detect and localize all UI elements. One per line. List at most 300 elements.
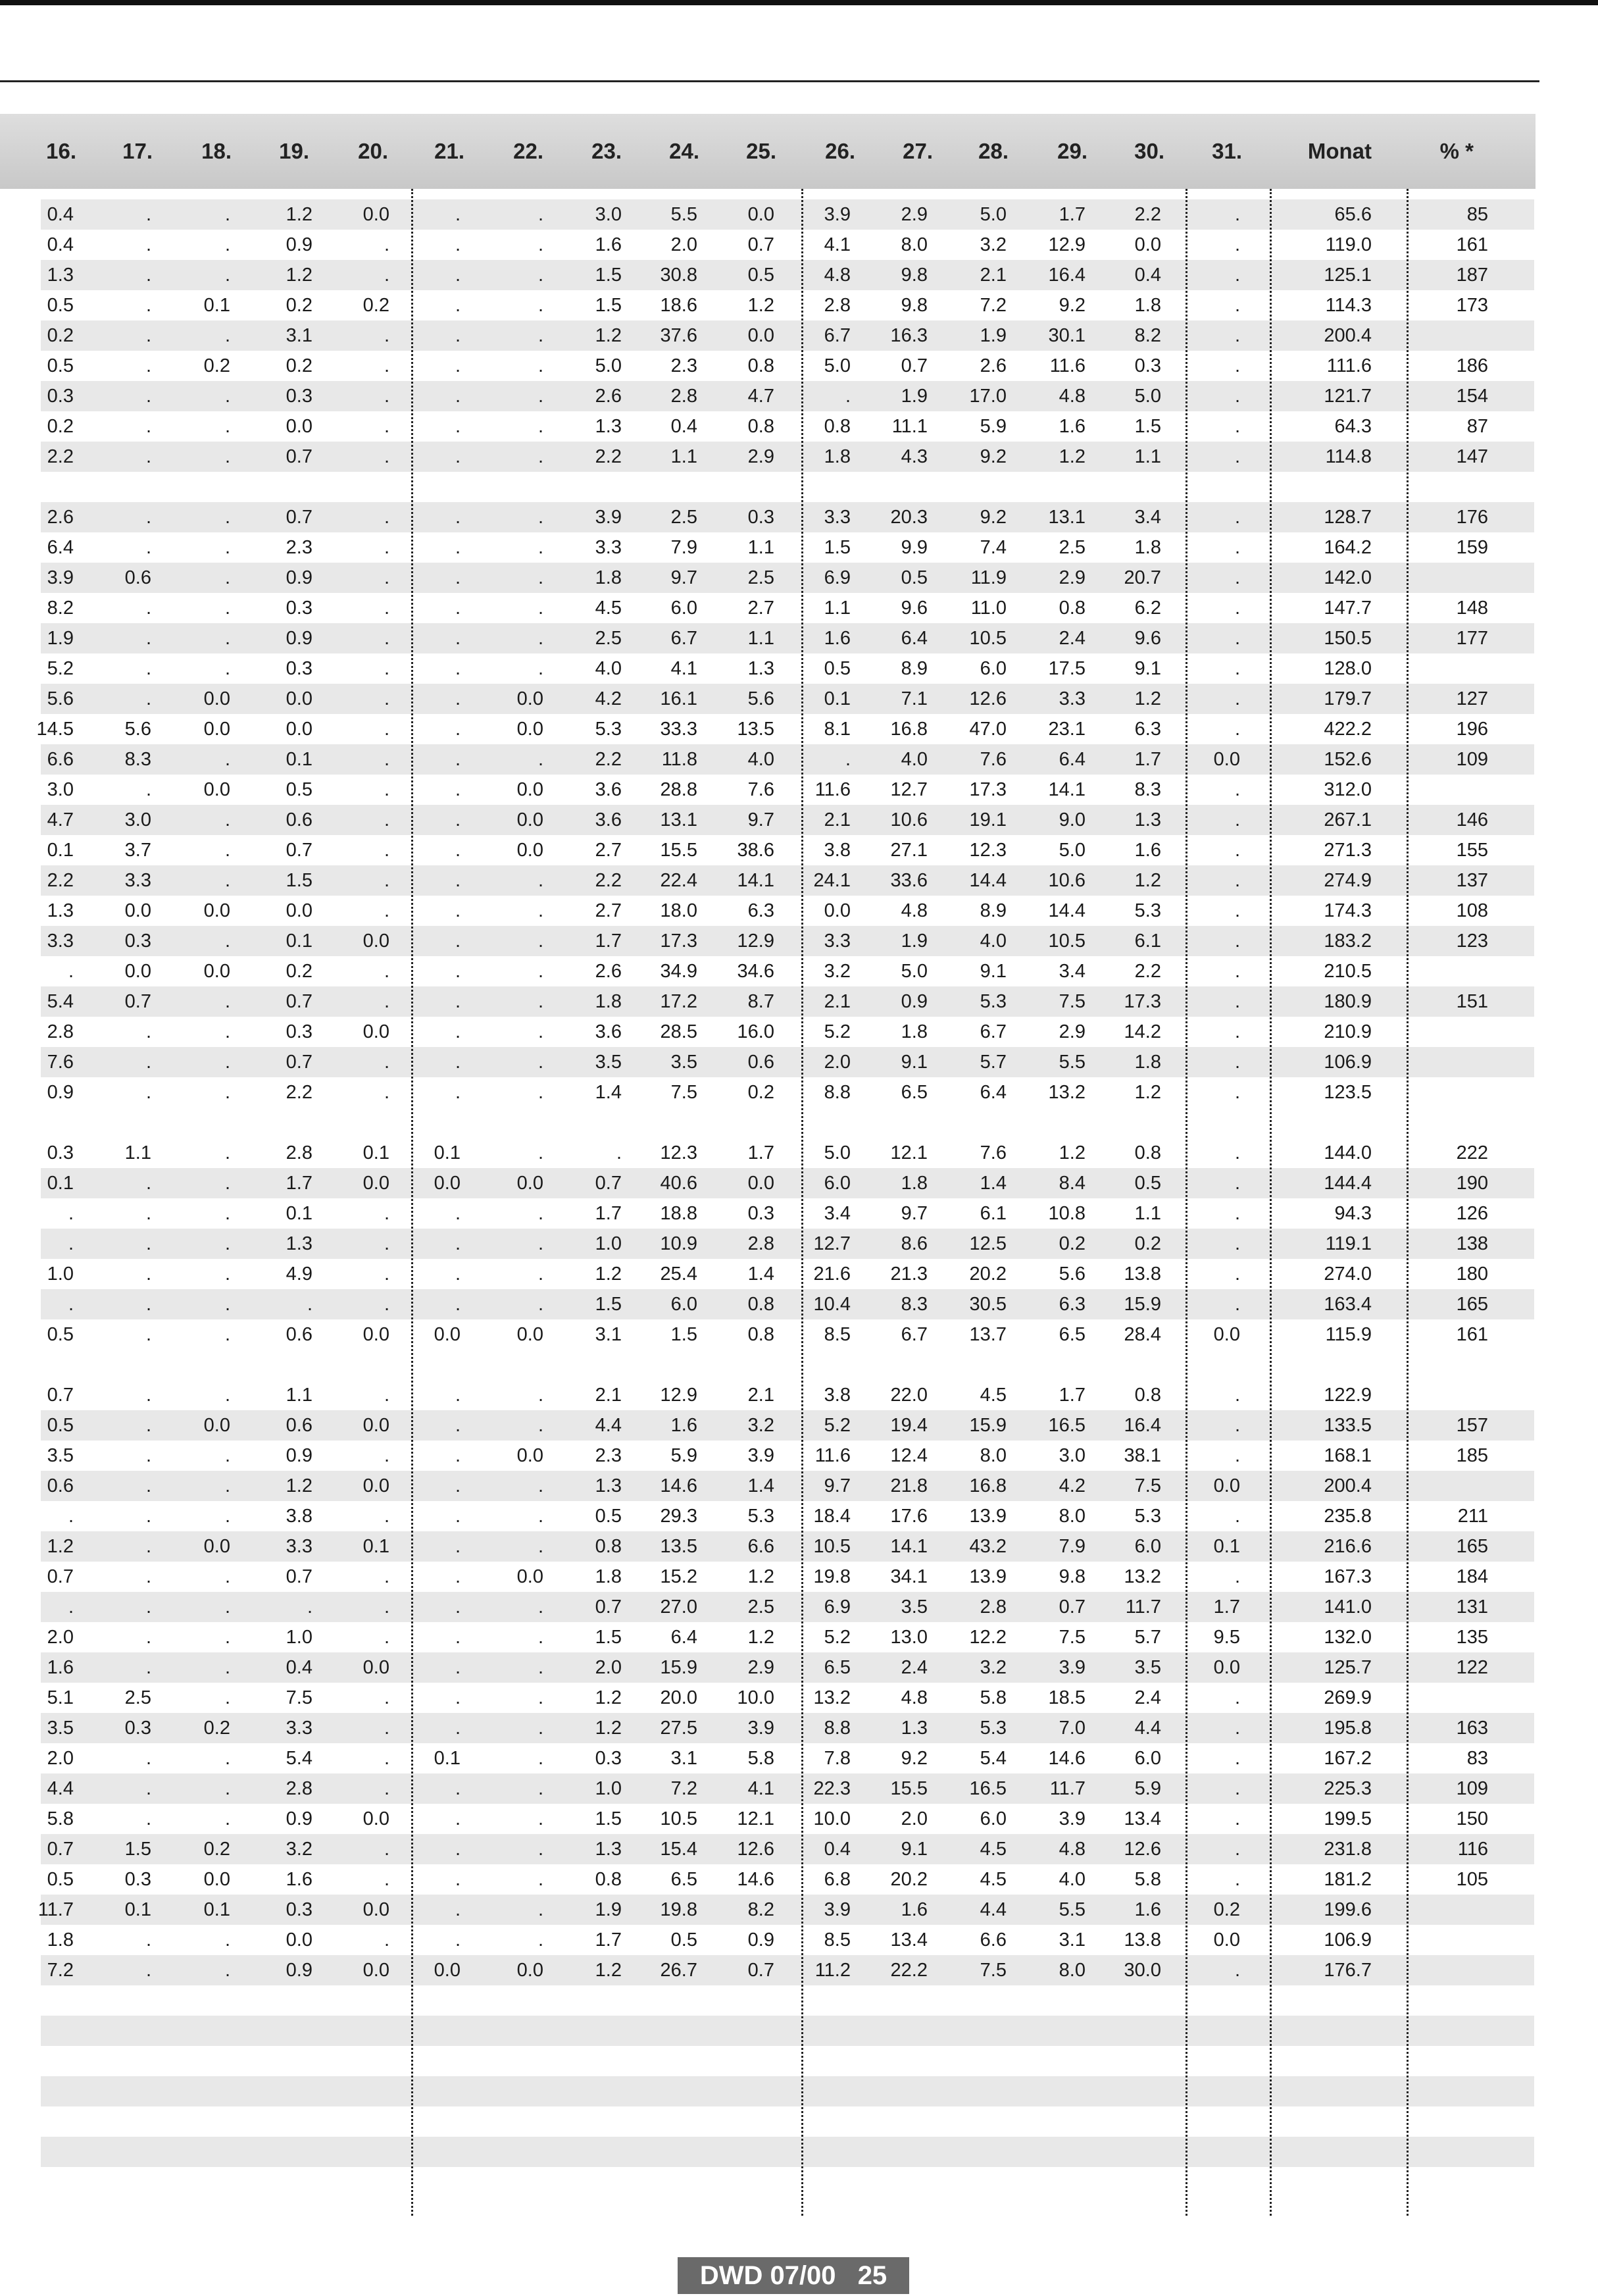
table-cell: .	[224, 1627, 230, 1648]
table-cell: 200.4	[1324, 1475, 1372, 1496]
table-cell: 11.2	[814, 1960, 851, 1981]
table-cell: 0.0	[286, 416, 312, 437]
table-cell: .	[224, 386, 230, 407]
table-cell: 0.1	[286, 749, 312, 770]
table-cell: 1.8	[47, 1929, 74, 1951]
table-cell: .	[224, 234, 230, 255]
table-cell: 0.9	[286, 1808, 312, 1829]
table-cell: .	[537, 234, 543, 255]
table-cell: .	[537, 295, 543, 316]
table-cell: .	[145, 1475, 151, 1496]
table-cell: 0.0	[203, 688, 230, 709]
table-cell: 12.9	[737, 931, 774, 952]
table-cell: 6.7	[670, 628, 697, 649]
table-cell: 1.4	[747, 1263, 774, 1285]
table-cell: 231.8	[1324, 1839, 1372, 1860]
table-cell: 15.9	[660, 1657, 697, 1678]
table-cell: 1.2	[1134, 1082, 1161, 1103]
table-cell: 3.5	[1134, 1657, 1161, 1678]
table-cell: 14.4	[969, 870, 1007, 891]
table-cell: 0.9	[286, 628, 312, 649]
table-cell: .	[145, 355, 151, 376]
table-cell: 1.6	[1134, 840, 1161, 861]
table-cell: 211	[1457, 1506, 1488, 1527]
table-cell: .	[455, 1385, 461, 1406]
table-cell: 4.4	[980, 1899, 1007, 1920]
table-cell: .	[455, 1899, 461, 1920]
table-cell: .	[384, 265, 389, 286]
table-cell: 1.7	[1059, 204, 1086, 225]
table-cell: 19.1	[969, 809, 1007, 830]
table-cell: .	[384, 1566, 389, 1587]
table-cell: 151	[1456, 991, 1488, 1012]
table-cell: 0.8	[595, 1869, 622, 1890]
table-cell: 5.4	[286, 1748, 312, 1769]
table-cell: 6.5	[901, 1082, 928, 1103]
table-cell: 1.5	[595, 1808, 622, 1829]
table-cell: 3.9	[1059, 1808, 1086, 1829]
table-cell: 12.1	[890, 1142, 928, 1163]
table-cell: 16.3	[890, 325, 928, 346]
table-cell: 216.6	[1324, 1536, 1372, 1557]
table-cell: 3.2	[980, 234, 1007, 255]
table-cell: 2.4	[1134, 1687, 1161, 1708]
table-cell: .	[224, 991, 230, 1012]
table-cell: 3.5	[595, 1052, 622, 1073]
table-cell: .	[455, 688, 461, 709]
table-cell: .	[224, 265, 230, 286]
table-cell: 5.3	[595, 719, 622, 740]
table-cell: 5.9	[980, 416, 1007, 437]
table-cell: .	[1234, 1839, 1240, 1860]
table-cell: .	[1234, 658, 1240, 679]
table-cell: 0.0	[516, 1960, 543, 1981]
table-cell: .	[1234, 204, 1240, 225]
table-cell: .	[1234, 779, 1240, 800]
table-cell: .	[455, 1657, 461, 1678]
table-cell: .	[455, 1536, 461, 1557]
table-cell: .	[455, 1021, 461, 1042]
table-cell: 4.4	[595, 1415, 622, 1436]
table-cell: .	[537, 628, 543, 649]
table-cell: 1.8	[1134, 1052, 1161, 1073]
table-cell: .	[224, 1566, 230, 1587]
table-cell: 3.3	[286, 1718, 312, 1739]
table-cell: 2.9	[747, 1657, 774, 1678]
table-cell: 1.1	[286, 1385, 312, 1406]
table-cell: 0.0	[1213, 1929, 1240, 1951]
table-cell: .	[455, 355, 461, 376]
table-cell: 6.4	[901, 628, 928, 649]
table-cell: .	[455, 719, 461, 740]
table-cell: 154	[1456, 386, 1488, 407]
table-cell: .	[455, 325, 461, 346]
table-cell: 2.8	[286, 1142, 312, 1163]
table-cell: 5.7	[980, 1052, 1007, 1073]
table-cell: 33.3	[660, 719, 697, 740]
table-cell: 2.0	[595, 1657, 622, 1678]
table-cell: 0.2	[286, 961, 312, 982]
table-cell: 11.6	[814, 779, 851, 800]
table-cell: 5.0	[901, 961, 928, 982]
table-cell: .	[384, 1748, 389, 1769]
table-cell: 10.0	[813, 1808, 851, 1829]
table-cell: 0.3	[286, 598, 312, 619]
table-cell: 0.3	[124, 1869, 151, 1890]
table-cell: 6.7	[901, 1324, 928, 1345]
table-cell: 25.4	[660, 1263, 697, 1285]
table-cell: 2.8	[47, 1021, 74, 1042]
table-cell: .	[384, 386, 389, 407]
table-cell: .	[384, 991, 389, 1012]
table-cell: .	[384, 1506, 389, 1527]
table-cell: 0.3	[47, 1142, 74, 1163]
table-cell: .	[455, 1718, 461, 1739]
table-cell: 5.4	[980, 1748, 1007, 1769]
table-cell: .	[455, 234, 461, 255]
table-cell: 16.4	[1124, 1415, 1161, 1436]
table-cell: 6.4	[47, 537, 74, 558]
table-cell: 4.0	[747, 749, 774, 770]
table-cell: 9.8	[1059, 1566, 1086, 1587]
table-cell: 3.9	[1059, 1657, 1086, 1678]
table-cell: .	[384, 1082, 389, 1103]
table-cell: 157	[1456, 1415, 1488, 1436]
table-cell: 0.0	[362, 204, 389, 225]
table-cell: 0.7	[747, 234, 774, 255]
table-cell: 20.0	[660, 1687, 697, 1708]
table-cell: 0.0	[1134, 234, 1161, 255]
table-cell: 269.9	[1324, 1687, 1372, 1708]
column-header: 28.	[978, 139, 1009, 163]
table-cell: 3.8	[824, 1385, 851, 1406]
column-header: % *	[1439, 139, 1474, 163]
table-cell: 40.6	[660, 1173, 697, 1194]
table-cell: 6.3	[1134, 719, 1161, 740]
table-cell: 0.0	[434, 1960, 461, 1981]
table-cell: 10.6	[890, 809, 928, 830]
table-cell: 5.4	[47, 991, 74, 1012]
table-cell: 109	[1456, 1778, 1488, 1799]
table-cell: 2.1	[595, 1385, 622, 1406]
column-header: 18.	[201, 139, 232, 163]
table-cell: 1.1	[670, 446, 697, 467]
column-header: 23.	[591, 139, 622, 163]
table-cell: 1.5	[595, 1627, 622, 1648]
table-cell: .	[455, 1506, 461, 1527]
table-cell: 5.0	[1059, 840, 1086, 861]
table-cell: 11.1	[891, 416, 928, 437]
table-cell: .	[224, 1082, 230, 1103]
table-cell: 8.1	[824, 719, 851, 740]
table-cell: 9.2	[980, 446, 1007, 467]
table-cell: .	[1234, 1173, 1240, 1194]
table-cell: 109	[1456, 749, 1488, 770]
table-cell: 34.1	[890, 1566, 928, 1587]
table-cell: .	[1234, 325, 1240, 346]
table-cell: 8.3	[901, 1294, 928, 1315]
table-cell: 137	[1456, 870, 1488, 891]
table-cell: .	[145, 1294, 151, 1315]
table-cell: 8.2	[1134, 325, 1161, 346]
table-cell: .	[1234, 386, 1240, 407]
table-cell: 8.8	[824, 1082, 851, 1103]
table-cell: .	[384, 809, 389, 830]
table-cell: 34.9	[660, 961, 697, 982]
table-cell: .	[224, 416, 230, 437]
table-cell: 1.8	[1134, 537, 1161, 558]
table-cell: 0.4	[47, 204, 74, 225]
table-cell: .	[537, 507, 543, 528]
table-cell: 5.5	[670, 204, 697, 225]
table-cell: 9.8	[901, 265, 928, 286]
table-cell: .	[1234, 991, 1240, 1012]
table-cell: 0.7	[286, 1052, 312, 1073]
table-cell: 9.2	[1059, 295, 1086, 316]
table-cell: 1.7	[595, 1929, 622, 1951]
table-cell: .	[537, 1869, 543, 1890]
table-cell: 0.4	[1134, 265, 1161, 286]
table-cell: 0.0	[286, 719, 312, 740]
table-cell: 1.8	[1134, 295, 1161, 316]
table-cell: 28.5	[660, 1021, 697, 1042]
table-cell: 0.6	[286, 1324, 312, 1345]
table-cell: 0.2	[286, 355, 312, 376]
column-header: 30.	[1134, 139, 1164, 163]
table-cell: 1.3	[1134, 809, 1161, 830]
table-cell: 119.1	[1325, 1233, 1372, 1254]
table-cell: 2.2	[47, 870, 74, 891]
table-cell: 0.3	[124, 1718, 151, 1739]
table-cell: 1.3	[901, 1718, 928, 1739]
table-cell: .	[1234, 567, 1240, 588]
table-cell: 12.6	[737, 1839, 774, 1860]
table-cell: .	[145, 265, 151, 286]
table-cell: 11.6	[1049, 355, 1086, 376]
table-cell: .	[455, 1082, 461, 1103]
table-cell: 5.2	[47, 658, 74, 679]
table-cell: 13.4	[890, 1929, 928, 1951]
table-cell: 123	[1456, 931, 1488, 952]
table-cell: 16.8	[969, 1475, 1007, 1496]
table-cell: 0.0	[124, 900, 151, 921]
table-cell: 6.1	[980, 1203, 1007, 1224]
table-cell: .	[455, 1687, 461, 1708]
column-separator	[411, 189, 413, 2216]
table-cell: 6.3	[1059, 1294, 1086, 1315]
table-cell: 0.7	[47, 1839, 74, 1860]
table-cell: 9.7	[901, 1203, 928, 1224]
table-cell: .	[224, 1687, 230, 1708]
table-cell: 7.5	[1134, 1475, 1161, 1496]
table-cell: .	[537, 1839, 543, 1860]
table-cell: .	[384, 1687, 389, 1708]
table-cell: 9.8	[901, 295, 928, 316]
table-cell: .	[455, 416, 461, 437]
table-cell: 4.8	[824, 265, 851, 286]
table-cell: .	[537, 1687, 543, 1708]
table-cell: 0.7	[595, 1173, 622, 1194]
table-cell: .	[384, 1294, 389, 1315]
table-cell: 274.9	[1324, 870, 1372, 891]
table-cell: 12.6	[1124, 1839, 1161, 1860]
table-cell: 15.5	[660, 840, 697, 861]
table-cell: 2.8	[286, 1778, 312, 1799]
table-cell: 12.2	[969, 1627, 1007, 1648]
column-header: 27.	[903, 139, 933, 163]
table-cell: 1.2	[747, 1627, 774, 1648]
table-cell: 15.2	[660, 1566, 697, 1587]
table-cell: 18.5	[1048, 1687, 1086, 1708]
table-cell: 0.0	[362, 1324, 389, 1345]
table-cell: 2.8	[747, 1233, 774, 1254]
table-cell: 12.9	[1048, 234, 1086, 255]
table-cell: .	[537, 1263, 543, 1285]
table-cell: 0.0	[516, 719, 543, 740]
table-cell: 0.5	[286, 779, 312, 800]
table-cell: 0.5	[747, 265, 774, 286]
table-cell: 4.0	[595, 658, 622, 679]
table-cell: .	[224, 1929, 230, 1951]
table-cell: 7.6	[980, 1142, 1007, 1163]
table-cell: .	[537, 1627, 543, 1648]
table-cell: .	[1234, 1142, 1240, 1163]
table-cell: .	[1234, 1415, 1240, 1436]
table-cell: .	[224, 1808, 230, 1829]
table-cell: .	[537, 1929, 543, 1951]
table-cell: 3.5	[670, 1052, 697, 1073]
table-cell: .	[68, 1506, 74, 1527]
table-cell: 14.6	[660, 1475, 697, 1496]
table-cell: 1.7	[747, 1142, 774, 1163]
table-cell: 13.1	[660, 809, 697, 830]
table-cell: 6.0	[1134, 1748, 1161, 1769]
table-cell: .	[145, 1263, 151, 1285]
table-cell: 1.3	[595, 416, 622, 437]
table-cell: 3.3	[124, 870, 151, 891]
table-cell: 2.5	[670, 507, 697, 528]
table-cell: 27.1	[890, 840, 928, 861]
table-cell: 0.8	[824, 416, 851, 437]
table-cell: .	[455, 1596, 461, 1618]
table-cell: 4.0	[1059, 1869, 1086, 1890]
table-cell: 9.6	[1134, 628, 1161, 649]
table-cell: 6.7	[980, 1021, 1007, 1042]
table-cell: 1.8	[901, 1173, 928, 1194]
table-cell: 22.3	[813, 1778, 851, 1799]
table-cell: .	[455, 809, 461, 830]
table-cell: .	[145, 1627, 151, 1648]
table-cell: .	[224, 1052, 230, 1073]
table-cell: .	[1234, 809, 1240, 830]
table-cell: 13.2	[813, 1687, 851, 1708]
table-cell: 1.7	[595, 1203, 622, 1224]
table-cell: .	[616, 1142, 622, 1163]
table-cell: 10.5	[969, 628, 1007, 649]
table-cell: 5.2	[824, 1415, 851, 1436]
table-cell: 43.2	[969, 1536, 1007, 1557]
table-cell: 4.8	[1059, 386, 1086, 407]
table-cell: .	[1234, 1294, 1240, 1315]
table-cell: 6.9	[824, 1596, 851, 1618]
table-cell: .	[384, 325, 389, 346]
table-cell: .	[537, 416, 543, 437]
table-cell: .	[224, 1748, 230, 1769]
table-cell: 5.9	[1134, 1778, 1161, 1799]
table-cell: 6.8	[824, 1869, 851, 1890]
table-cell: .	[1234, 295, 1240, 316]
table-cell: .	[1234, 840, 1240, 861]
table-cell: 2.5	[124, 1687, 151, 1708]
table-cell: 0.1	[286, 931, 312, 952]
table-cell: 180	[1456, 1263, 1488, 1285]
table-cell: 47.0	[969, 719, 1007, 740]
table-cell: 1.5	[124, 1839, 151, 1860]
table-cell: 8.8	[824, 1718, 851, 1739]
table-cell: 0.2	[1134, 1233, 1161, 1254]
table-cell: 5.1	[47, 1687, 74, 1708]
table-cell: 1.5	[1134, 416, 1161, 437]
table-cell: .	[145, 1445, 151, 1466]
table-cell: 12.3	[969, 840, 1007, 861]
table-cell: 19.8	[660, 1899, 697, 1920]
table-cell: .	[145, 1415, 151, 1436]
table-cell: 127	[1456, 688, 1488, 709]
table-cell: 5.6	[747, 688, 774, 709]
column-header: 22.	[513, 139, 543, 163]
table-cell: 0.0	[1213, 749, 1240, 770]
table-cell: .	[537, 1657, 543, 1678]
table-cell: 6.5	[824, 1657, 851, 1678]
table-cell: .	[455, 1627, 461, 1648]
table-cell: 0.6	[286, 809, 312, 830]
table-cell: 0.2	[1213, 1899, 1240, 1920]
table-cell: 7.2	[47, 1960, 74, 1981]
table-cell: 1.1	[824, 598, 851, 619]
table-cell: 17.6	[890, 1506, 928, 1527]
table-cell: .	[1234, 1263, 1240, 1285]
table-cell: 7.8	[824, 1748, 851, 1769]
table-cell: 8.2	[47, 598, 74, 619]
table-cell: .	[68, 1294, 74, 1315]
table-cell: .	[145, 1385, 151, 1406]
table-cell: 1.4	[980, 1173, 1007, 1194]
table-cell: 0.1	[47, 1173, 74, 1194]
table-cell: 0.0	[203, 1869, 230, 1890]
table-cell: 0.4	[670, 416, 697, 437]
table-cell: 30.5	[969, 1294, 1007, 1315]
table-cell: 1.3	[595, 1475, 622, 1496]
table-cell: .	[224, 1173, 230, 1194]
table-cell: 2.2	[595, 870, 622, 891]
table-cell: .	[384, 355, 389, 376]
table-cell: 13.8	[1124, 1263, 1161, 1285]
table-cell: 6.1	[1134, 931, 1161, 952]
table-cell: .	[307, 1596, 312, 1618]
table-cell: .	[1234, 1233, 1240, 1254]
table-cell: .	[537, 658, 543, 679]
table-cell: 0.8	[595, 1536, 622, 1557]
table-cell: 4.2	[1059, 1475, 1086, 1496]
table-cell: 9.6	[901, 598, 928, 619]
column-header: 21.	[434, 139, 464, 163]
table-cell: 6.0	[670, 598, 697, 619]
table-cell: 3.4	[824, 1203, 851, 1224]
table-cell: .	[1234, 1869, 1240, 1890]
table-cell: 64.3	[1334, 416, 1372, 437]
table-cell: 0.0	[824, 900, 851, 921]
table-cell: 200.4	[1324, 325, 1372, 346]
